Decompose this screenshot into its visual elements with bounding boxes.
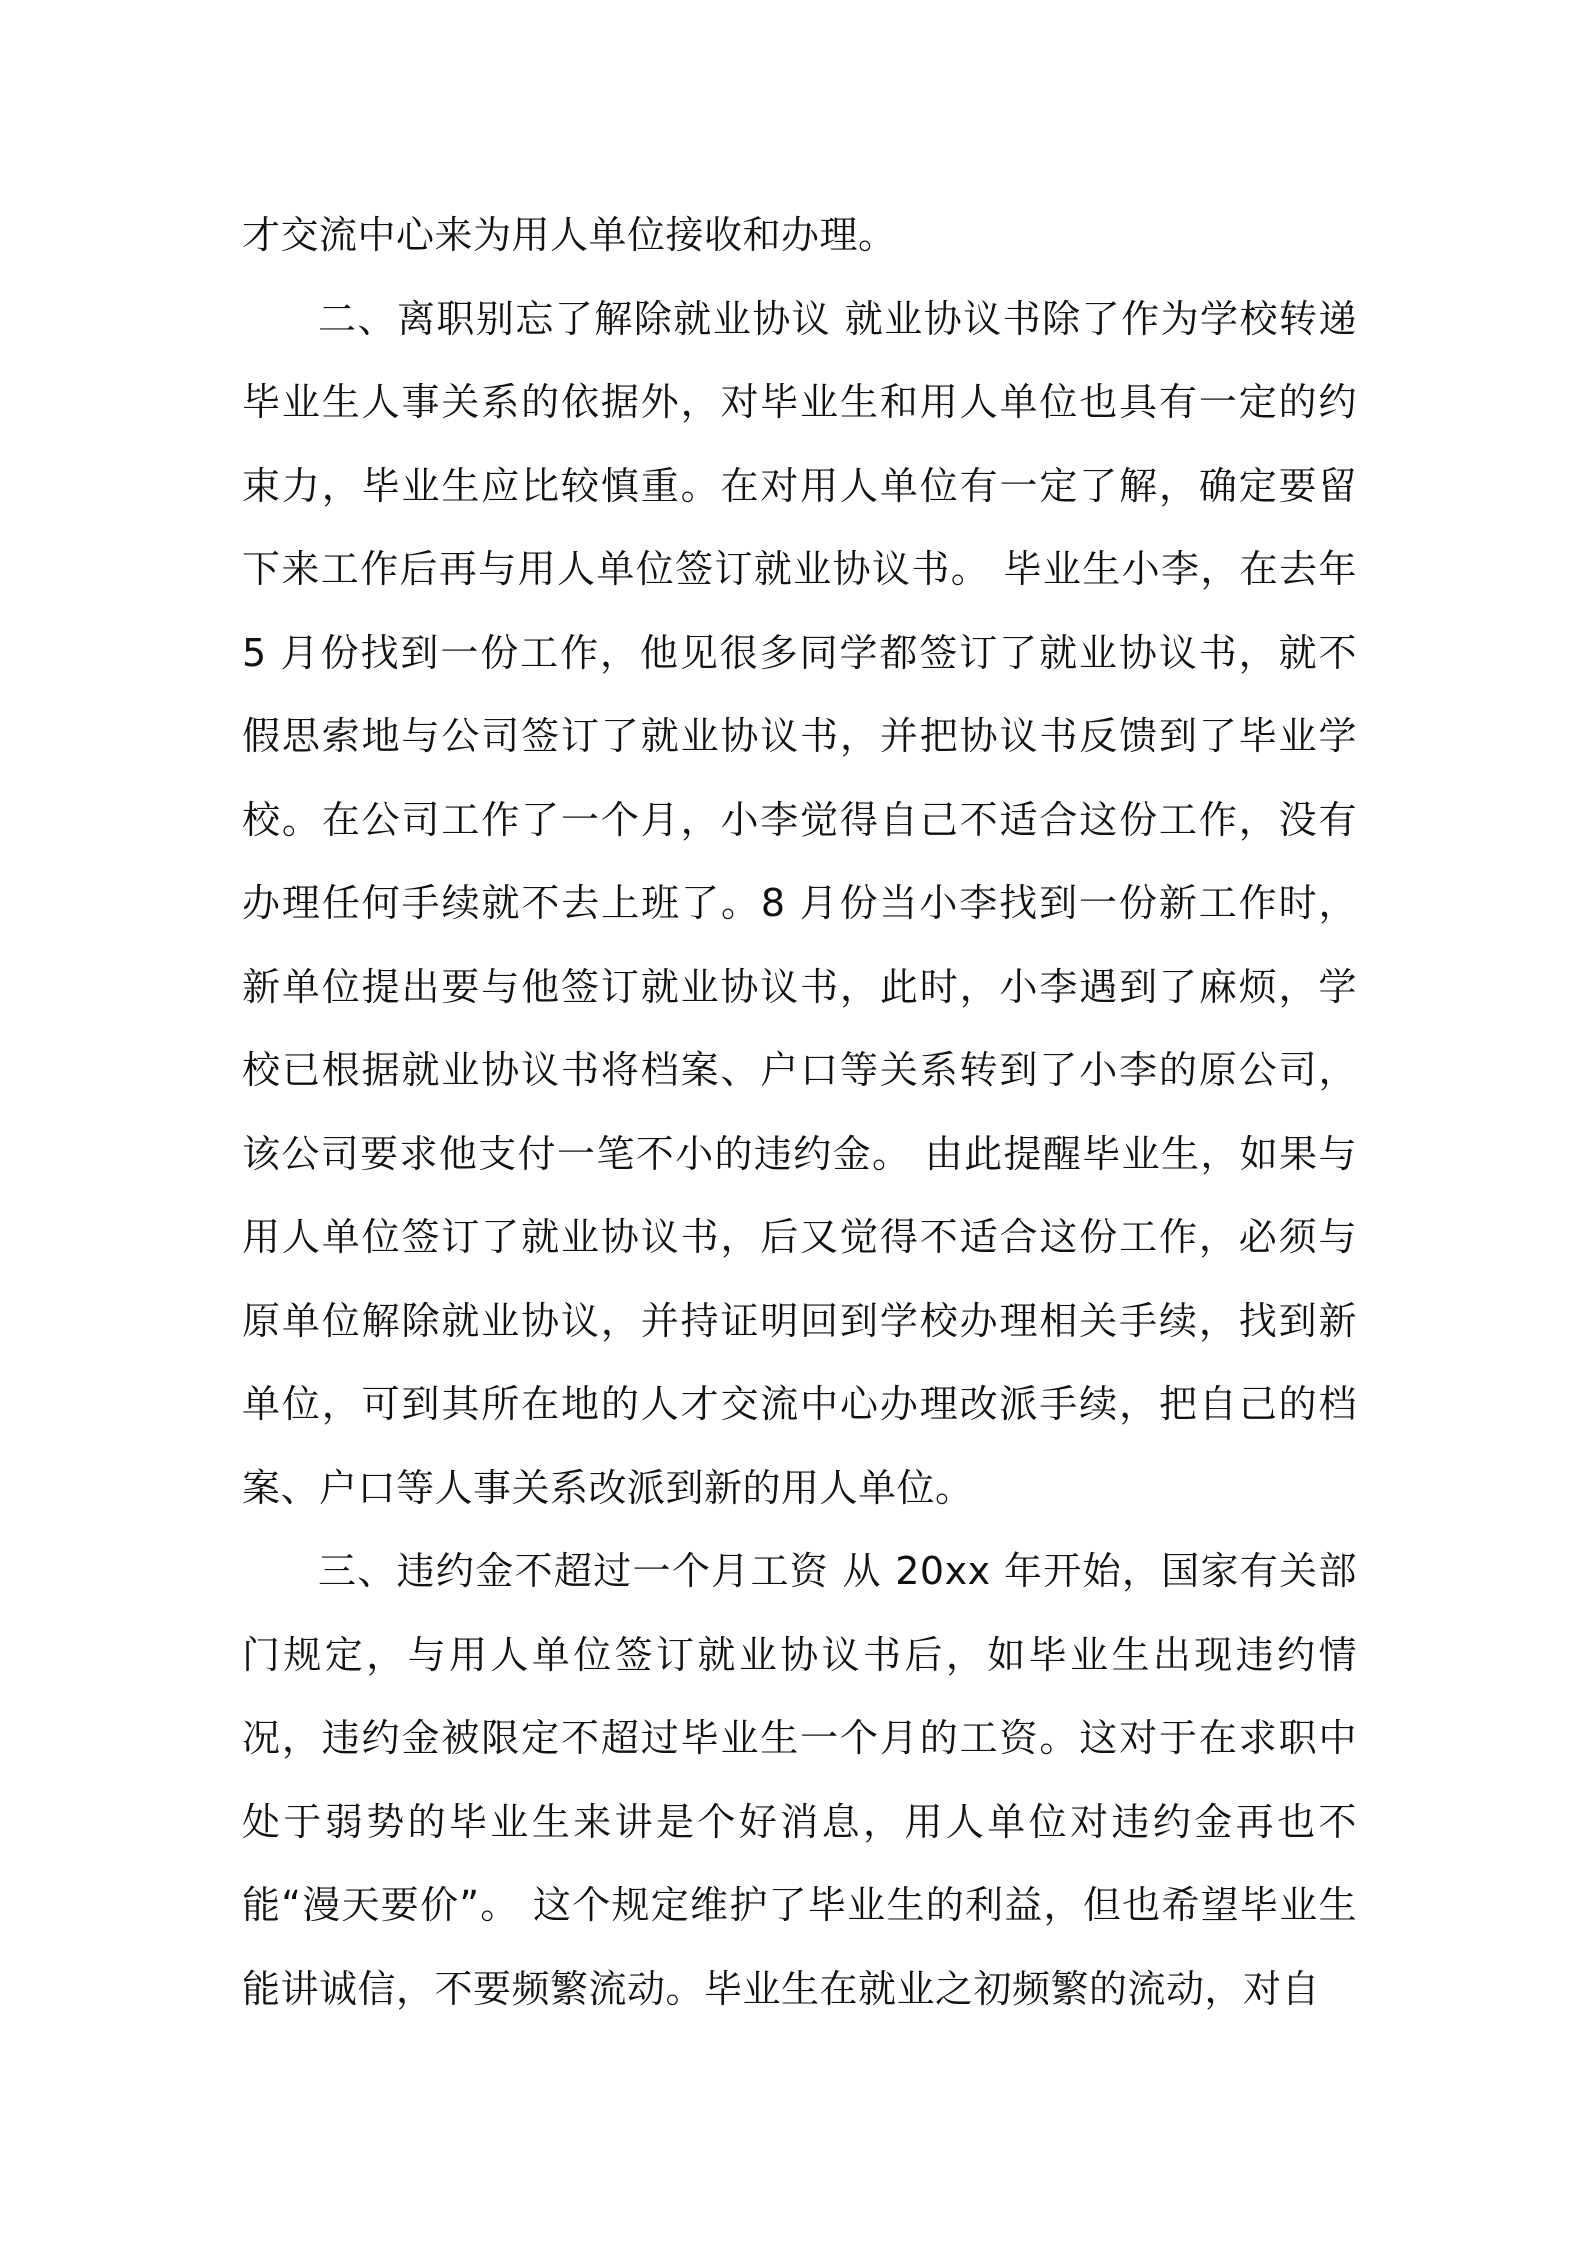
paragraph-continuation: 才交流中心来为用人单位接收和办理。 (242, 213, 897, 257)
document-body (242, 194, 1357, 2031)
paragraph-section-two: 二、离职别忘了解除就业协议 就业协议书除了作为学校转递毕业生人事关系的依据外，对毕业生和用人单位也具有一定的约束力，毕业生应比较慎重。在对用人单位有一定了解，确定要留下来工作后再与用人单位签订就业协议书。 毕业生小李，在去年 5 月份找到一份工作，他见很多同学都签订了就业协议书，就不假思索地与公司签订了就业协议书，并把协议书反馈到了毕业学校。在公司工作了一个月，小李觉得自己不适合这份工作，没有办理任何手续就不去上班了。8 月份当小李找到一份新工作时，新单位提出要与他签订就业协议书，此时，小李遇到了麻烦，学校已根据就业协议书将档案、户口等关系转到了小李的原公司，该公司要求他支付一笔不小的违约金。 由此提醒毕业生，如果与用人单位签订了就业协议书，后又觉得不适合这份工作，必须与原单位解除就业协议，并持证明回到学校办理相关手续，找到新单位，可到其所在地的人才交流中心办理改派手续，把自己的档案、户口等人事关系改派到新的用人单位。 (242, 296, 1357, 1510)
paragraph-section-three: 三、违约金不超过一个月工资 从 20xx 年开始，国家有关部门规定，与用人单位签订就业协议书后，如毕业生出现违约情况，违约金被限定不超过毕业生一个月的工资。这对于在求职中处于弱势的毕业生来讲是个好消息，用人单位对违约金再也不能“漫天要价”。 这个规定维护了毕业生的利益，但也希望毕业生能讲诚信，不要频繁流动。毕业生在就业之初频繁的流动，对自 (242, 1549, 1357, 2011)
